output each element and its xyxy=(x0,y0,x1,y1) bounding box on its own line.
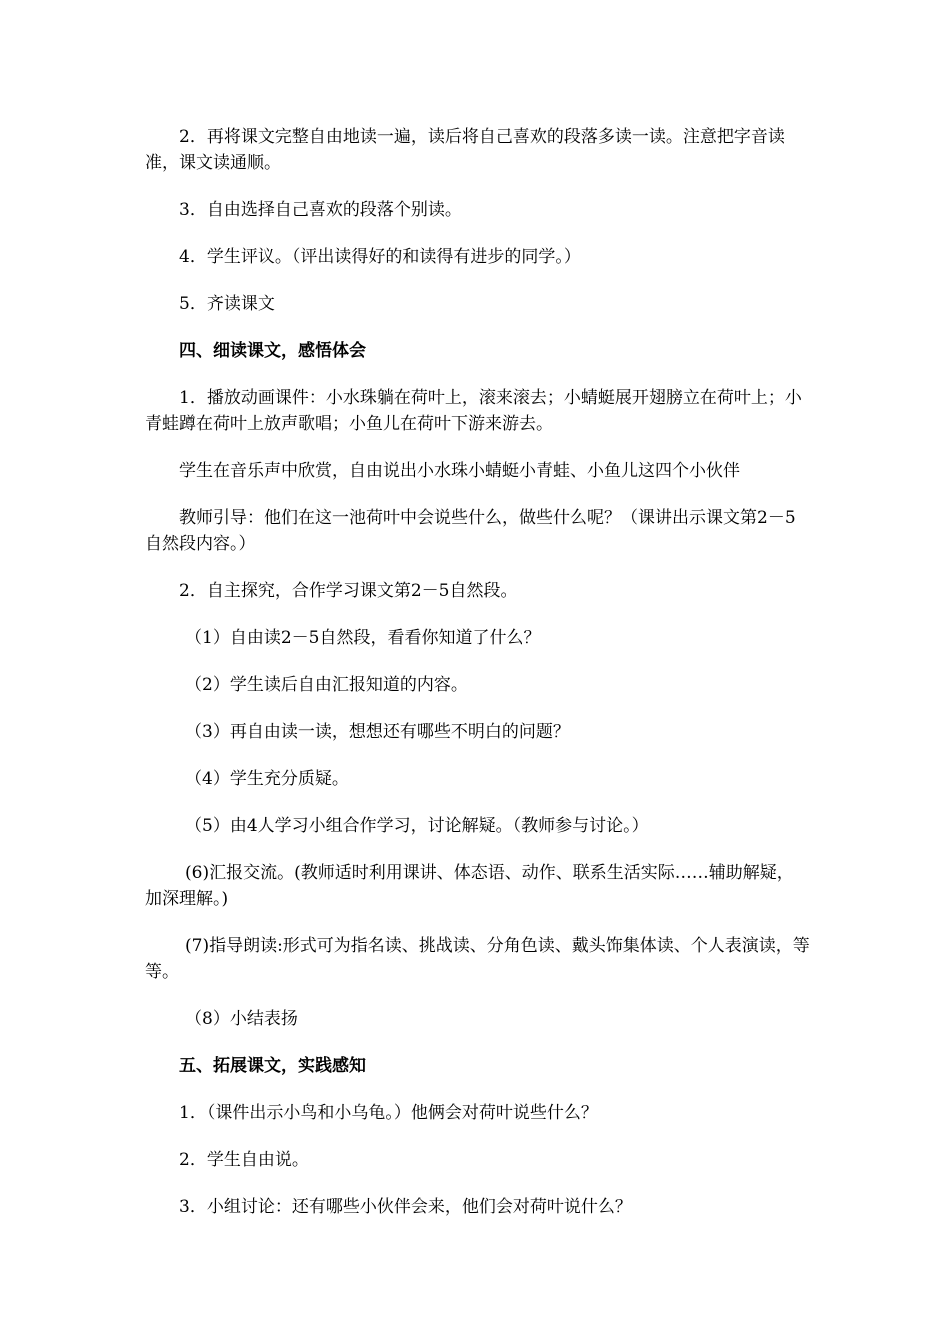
list-item-7: (7)指导朗读:形式可为指名读、挑战读、分角色读、戴头饰集体读、个人表演读，等等。 xyxy=(145,936,810,982)
paragraph-free-talk: 2．学生自由说。 xyxy=(179,1150,309,1170)
paragraph-choose-section: 3．自由选择自己喜欢的段落个别读。 xyxy=(179,200,462,220)
paragraph-animation: 1．播放动画课件：小水珠躺在荷叶上，滚来滚去；小蜻蜓展开翅膀立在荷叶上；小青蛙蹲在荷叶上放声歌唱；小鱼儿在荷叶下游来游去。 xyxy=(145,388,802,434)
list-item-1: （1）自由读2－5自然段，看看你知道了什么？ xyxy=(185,628,541,648)
paragraph-read-together: 5．齐读课文 xyxy=(179,294,275,314)
list-item-3: （3）再自由读一读，想想还有哪些不明白的问题？ xyxy=(185,722,570,742)
list-item-5: （5）由4人学习小组合作学习，讨论解疑。（教师参与讨论。） xyxy=(185,816,649,836)
list-item-6: (6)汇报交流。(教师适时利用课讲、体态语、动作、联系生活实际……辅助解疑，加深理解。) xyxy=(145,863,794,909)
paragraph-group-discuss: 3．小组讨论：还有哪些小伙伴会来，他们会对荷叶说什么？ xyxy=(179,1197,632,1217)
list-item-8: （8）小结表扬 xyxy=(185,1009,298,1029)
paragraph-self-explore: 2．自主探究，合作学习课文第2－5自然段。 xyxy=(179,581,518,601)
paragraph-bird-turtle: 1．（课件出示小鸟和小乌龟。）他俩会对荷叶说些什么？ xyxy=(179,1103,598,1123)
document-page xyxy=(145,124,810,1241)
section-heading-4: 四、细读课文，感悟体会 xyxy=(179,341,366,361)
paragraph-read-whole: 2．再将课文完整自由地读一遍，读后将自己喜欢的段落多读一读。注意把字音读准，课文读通顺。 xyxy=(145,127,785,173)
list-item-2: （2）学生读后自由汇报知道的内容。 xyxy=(185,675,468,695)
paragraph-teacher-guide: 教师引导：他们在这一池荷叶中会说些什么，做些什么呢？（课讲出示课文第2－5自然段内容。） xyxy=(145,508,796,554)
paragraph-music-appreciate: 学生在音乐声中欣赏，自由说出小水珠小蜻蜓小青蛙、小鱼儿这四个小伙伴 xyxy=(179,461,740,481)
paragraph-student-review: 4．学生评议。（评出读得好的和读得有进步的同学。） xyxy=(179,247,581,267)
section-heading-5: 五、拓展课文，实践感知 xyxy=(179,1056,366,1076)
list-item-4: （4）学生充分质疑。 xyxy=(185,769,349,789)
